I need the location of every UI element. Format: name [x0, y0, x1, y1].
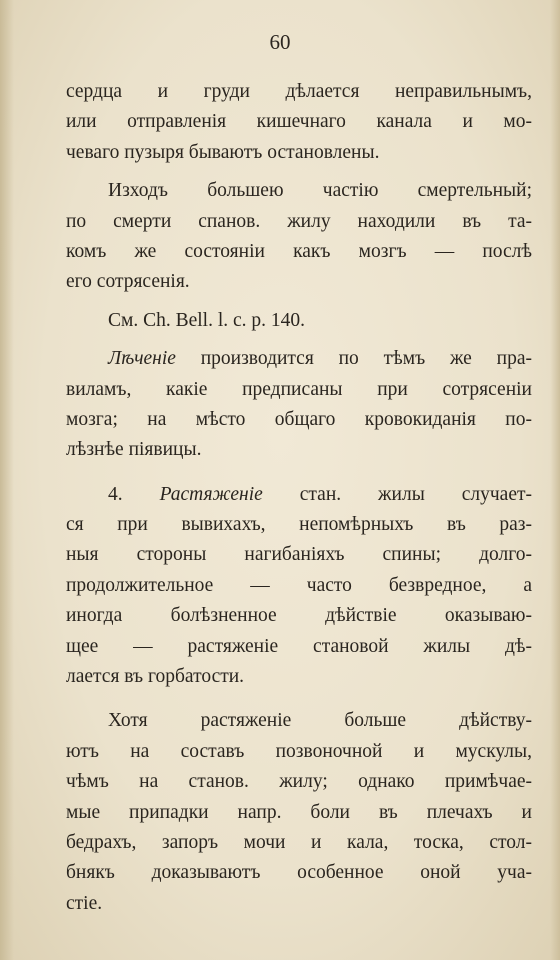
text-line: ныя стороны нагибаніяхъ спины; долго-	[66, 544, 532, 566]
text-line: щее — растяженіе становой жилы дѣ-	[66, 635, 532, 657]
paragraph-outcome	[66, 176, 532, 298]
text-line: лѣзнѣе піявицы.	[66, 439, 202, 461]
text-line: его сотрясенія.	[66, 271, 190, 293]
page-edge-shadow-right	[550, 0, 560, 960]
text-span: производится по тѣмъ же пра-	[175, 348, 532, 370]
text-line	[66, 344, 532, 374]
text-line: сердца и груди дѣлается неправильнымъ,	[66, 81, 532, 102]
page-edge-shadow-left	[0, 0, 14, 960]
text-line: мозга; на мѣсто общаго кровокиданія по-	[66, 408, 532, 430]
text-line	[66, 480, 532, 510]
paragraph-treatment	[66, 344, 532, 466]
paragraph-stretching-effects	[66, 706, 532, 919]
italic-term-treatment: Лѣченіе	[108, 348, 176, 370]
paragraph-section-4-stretching	[66, 480, 532, 693]
text-line: ютъ на составъ позвоночной и мускулы,	[66, 740, 532, 762]
text-line: ся при вывихахъ, непомѣрныхъ въ раз-	[66, 514, 532, 536]
page-body-text	[66, 77, 532, 919]
section-number: 4.	[108, 483, 160, 505]
italic-term-stretching: Растяженіе	[159, 483, 263, 505]
text-line: лается въ горбатости.	[66, 666, 245, 688]
text-line: виламъ, какіе предписаны при сотрясеніи	[66, 378, 532, 400]
page-number: 60	[269, 30, 291, 54]
text-line: стіе.	[66, 892, 103, 914]
text-span: стан. жилы случает-	[262, 483, 533, 505]
text-line: бнякъ доказываютъ особенное оной уча-	[66, 862, 532, 884]
citation-reference: См. Ch. Bell. l. c. p. 140.	[108, 309, 306, 331]
text-line: мые припадки напр. боли въ плечахъ и	[66, 801, 532, 823]
text-line: бедрахъ, запоръ мочи и кала, тоска, стол-	[66, 831, 532, 853]
text-line: чѣмъ на станов. жилу; однако примѣчае-	[66, 771, 532, 793]
text-line: чеваго пузыря бываютъ остановлены.	[66, 141, 380, 163]
paragraph-symptoms-continued	[66, 77, 532, 168]
text-line: по смерти спанов. жилу находили въ та-	[66, 210, 532, 232]
text-line: комъ же состояніи какъ мозгъ — послѣ	[66, 240, 532, 262]
text-line: Изходъ большею частію смертельный;	[108, 180, 532, 202]
text-line: продолжительное — часто безвредное, а	[66, 574, 532, 596]
text-line: Хотя растяженіе больше дѣйству-	[108, 710, 532, 732]
text-line: иногда болѣзненное дѣйствіе оказываю-	[66, 605, 532, 627]
text-line: или отправленія кишечнаго канала и мо-	[66, 111, 532, 133]
